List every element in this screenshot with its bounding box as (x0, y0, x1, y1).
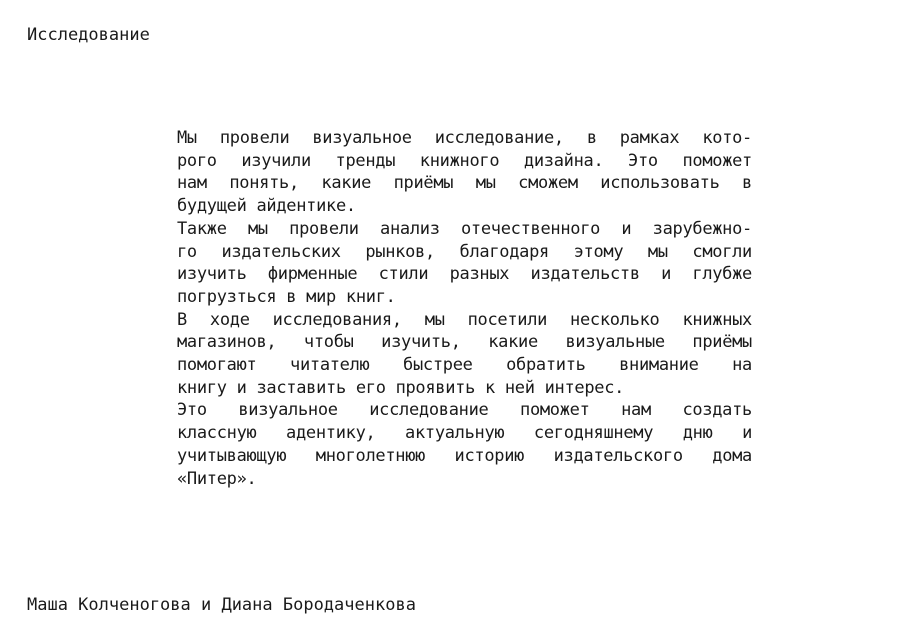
text-line: учитывающую многолетнюю историю издательского дома (177, 445, 752, 466)
text-line: Это визуальное исследование поможет нам создать (177, 400, 752, 421)
text-line: будущей айдентике. (177, 196, 356, 217)
text-line: помогают читателю быстрее обратить внимание на (177, 355, 752, 376)
text-line: Также мы провели анализ отечественного и зарубежно- (177, 218, 752, 239)
paragraph-4 (177, 399, 752, 490)
text-line: нам понять, какие приёмы мы сможем использовать в (177, 173, 752, 194)
text-line: рого изучили тренды книжного дизайна. Это поможет (177, 150, 752, 171)
text-line: погрузться в мир книг. (177, 286, 396, 307)
paragraph-1 (177, 127, 752, 218)
text-line: классную адентику, актуальную сегодняшнему дню и (177, 423, 752, 444)
text-line: го издательских рынков, благодаря этому мы смогли (177, 241, 752, 262)
body-text (177, 127, 752, 490)
text-line: Мы провели визуальное исследование, в рамках кото- (177, 128, 752, 148)
footer-authors: Маша Колченогова и Диана Бородаченкова (27, 595, 416, 615)
page-title: Исследование (27, 25, 150, 45)
text-line: изучить фирменные стили разных издательств и глубже (177, 264, 752, 285)
text-line: книгу и заставить его проявить к ней интерес. (177, 377, 625, 398)
text-line: магазинов, чтобы изучить, какие визуальные приёмы (177, 332, 752, 353)
text-line: В ходе исследования, мы посетили несколько книжных (177, 309, 752, 330)
text-line: «Питер». (177, 468, 257, 489)
paragraph-2 (177, 218, 752, 309)
paragraph-3 (177, 309, 752, 400)
